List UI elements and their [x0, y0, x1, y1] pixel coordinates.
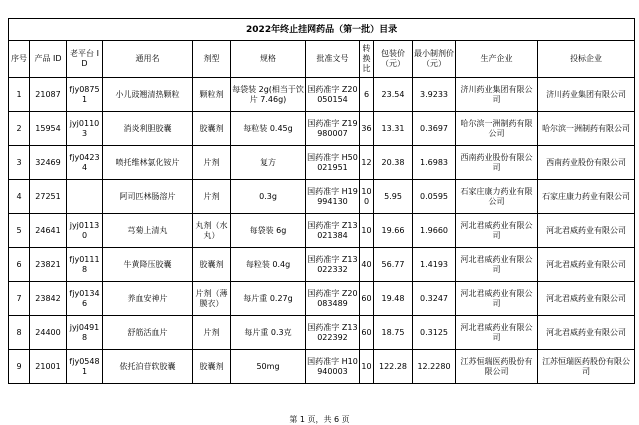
table-cell: 河北君威药业有限公司 — [456, 248, 538, 282]
table-cell: jyj04918 — [67, 316, 103, 350]
table-cell: 西南药业股份有限公司 — [538, 146, 635, 180]
table-row — [9, 282, 635, 316]
table-cell: 每粒装 0.45g — [231, 112, 306, 146]
table-cell: 河北君威药业有限公司 — [538, 248, 635, 282]
table-cell: 12.2280 — [413, 350, 456, 384]
column-header: 老平台 ID — [67, 41, 103, 78]
table-cell: 石家庄康力药业有限公司 — [456, 180, 538, 214]
column-header: 规格 — [231, 41, 306, 78]
table-cell: 国药准字 Z13022392 — [306, 316, 360, 350]
page-footer: 第 1 页，共 6 页 — [289, 415, 350, 424]
table-cell: 河北君威药业有限公司 — [456, 282, 538, 316]
table-cell: 60 — [360, 282, 374, 316]
table-cell: 颗粒剂 — [193, 78, 231, 112]
table-cell: 2 — [9, 112, 30, 146]
table-cell: 1.6983 — [413, 146, 456, 180]
table-cell: 西南药业股份有限公司 — [456, 146, 538, 180]
table-cell: 6 — [9, 248, 30, 282]
table-row — [9, 146, 635, 180]
table-cell: 片剂 — [193, 180, 231, 214]
table-row — [9, 112, 635, 146]
table-header-row — [9, 41, 635, 78]
table-cell: fjy0548 1 — [67, 350, 103, 384]
table-cell: 19.48 — [374, 282, 413, 316]
column-header: 批准文号 — [306, 41, 360, 78]
table-row — [9, 180, 635, 214]
table-cell: 23821 — [30, 248, 67, 282]
page-title: 2022年终止挂网药品（第一批）目录 — [9, 19, 635, 41]
table-cell: 胶囊剂 — [193, 112, 231, 146]
table-cell: 10 — [360, 350, 374, 384]
table-cell: 河北君威药业有限公司 — [538, 316, 635, 350]
column-header: 剂型 — [193, 41, 231, 78]
column-header: 最小制剂价（元） — [413, 41, 456, 78]
table-cell: 6 — [360, 78, 374, 112]
table-cell: 消炎利胆胶囊 — [103, 112, 193, 146]
table-cell: 3.9233 — [413, 78, 456, 112]
table-cell: jyj01130 — [67, 214, 103, 248]
table-cell: 21087 — [30, 78, 67, 112]
table-cell: fjy0111 8 — [67, 248, 103, 282]
table-cell: 依托泊苷软胶囊 — [103, 350, 193, 384]
table-cell: 江苏恒瑞医药股份有限公司 — [456, 350, 538, 384]
table-cell: 32469 — [30, 146, 67, 180]
table-cell: 18.75 — [374, 316, 413, 350]
table-cell: 每袋装 6g — [231, 214, 306, 248]
table-cell: 河北君威药业有限公司 — [538, 282, 635, 316]
table-cell: 河北君威药业有限公司 — [538, 214, 635, 248]
table-cell: 哈尔滨一洲制药有限公司 — [456, 112, 538, 146]
table-body — [9, 78, 635, 384]
table-cell: 每片重 0.3克 — [231, 316, 306, 350]
table-cell: 江苏恒瑞医药股份有限公司 — [538, 350, 635, 384]
table-cell: 片剂 — [193, 146, 231, 180]
table-cell: 0.3697 — [413, 112, 456, 146]
column-header: 通用名 — [103, 41, 193, 78]
table-cell: 7 — [9, 282, 30, 316]
table-cell: 1.9660 — [413, 214, 456, 248]
table-cell: 石家庄康力药业有限公司 — [538, 180, 635, 214]
table-cell: fjy0134 6 — [67, 282, 103, 316]
table-cell: 21001 — [30, 350, 67, 384]
table-cell: 国药准字 H50021951 — [306, 146, 360, 180]
drug-list-table — [8, 18, 635, 384]
table-row — [9, 316, 635, 350]
column-header: 包装价（元） — [374, 41, 413, 78]
table-cell: 1.4193 — [413, 248, 456, 282]
column-header: 产品 ID — [30, 41, 67, 78]
table-cell: 国药准字 H10940003 — [306, 350, 360, 384]
table-cell: 0.3247 — [413, 282, 456, 316]
document-sheet — [8, 18, 634, 384]
table-cell: 56.77 — [374, 248, 413, 282]
table-cell: 24400 — [30, 316, 67, 350]
table-cell: 阿司匹林肠溶片 — [103, 180, 193, 214]
table-cell: 养血安神片 — [103, 282, 193, 316]
table-cell: 5 — [9, 214, 30, 248]
table-row — [9, 248, 635, 282]
table-cell: jyj01103 — [67, 112, 103, 146]
table-cell: 27251 — [30, 180, 67, 214]
table-cell: 100 — [360, 180, 374, 214]
table-cell: 0.0595 — [413, 180, 456, 214]
table-cell: 4 — [9, 180, 30, 214]
table-cell: 23.54 — [374, 78, 413, 112]
table-cell: 喷托维林氯化铵片 — [103, 146, 193, 180]
column-header: 生产企业 — [456, 41, 538, 78]
table-cell: 每袋装 2g(相当于饮片 7.46g) — [231, 78, 306, 112]
table-cell: 19.66 — [374, 214, 413, 248]
table-cell: 40 — [360, 248, 374, 282]
table-cell: 河北君威药业有限公司 — [456, 316, 538, 350]
table-cell: 牛黄降压胶囊 — [103, 248, 193, 282]
table-cell: 9 — [9, 350, 30, 384]
table-cell: 国药准字 Z13022332 — [306, 248, 360, 282]
table-cell: fjy0423 4 — [67, 146, 103, 180]
table-cell: 10 — [360, 214, 374, 248]
table-cell: 河北君威药业有限公司 — [456, 214, 538, 248]
table-cell: 23842 — [30, 282, 67, 316]
table-cell: 小儿豉翘清热颗粒 — [103, 78, 193, 112]
table-cell: 60 — [360, 316, 374, 350]
table-cell: 芎菊上清丸 — [103, 214, 193, 248]
table-cell: 13.31 — [374, 112, 413, 146]
table-cell: 0.3125 — [413, 316, 456, 350]
table-cell: 5.95 — [374, 180, 413, 214]
table-row — [9, 214, 635, 248]
table-row — [9, 350, 635, 384]
table-cell: 24641 — [30, 214, 67, 248]
table-cell: 国药准字 H19994130 — [306, 180, 360, 214]
column-header: 投标企业 — [538, 41, 635, 78]
table-cell: 36 — [360, 112, 374, 146]
table-cell: 国药准字 Z13021384 — [306, 214, 360, 248]
table-cell: 8 — [9, 316, 30, 350]
table-cell: 片剂 — [193, 316, 231, 350]
table-cell: 哈尔滨一洲制药有限公司 — [538, 112, 635, 146]
table-cell: 1 — [9, 78, 30, 112]
table-cell: 复方 — [231, 146, 306, 180]
table-row — [9, 78, 635, 112]
table-cell: 国药准字 Z19980007 — [306, 112, 360, 146]
table-cell: 济川药业集团有限公司 — [456, 78, 538, 112]
column-header: 转换比 — [360, 41, 374, 78]
table-cell: 12 — [360, 146, 374, 180]
table-cell: 国药准字 Z20083489 — [306, 282, 360, 316]
column-header: 序号 — [9, 41, 30, 78]
table-cell: 舒筋活血片 — [103, 316, 193, 350]
table-cell: 每片重 0.27g — [231, 282, 306, 316]
table-cell: 国药准字 Z20050154 — [306, 78, 360, 112]
table-cell: 丸剂（水丸） — [193, 214, 231, 248]
table-cell — [67, 180, 103, 214]
table-cell: 片剂（薄膜衣） — [193, 282, 231, 316]
table-cell: 胶囊剂 — [193, 248, 231, 282]
table-cell: 每粒装 0.4g — [231, 248, 306, 282]
table-cell: 122.28 — [374, 350, 413, 384]
table-cell: fjy0875 1 — [67, 78, 103, 112]
table-cell: 20.38 — [374, 146, 413, 180]
table-cell: 50mg — [231, 350, 306, 384]
table-cell: 胶囊剂 — [193, 350, 231, 384]
table-cell: 济川药业集团有限公司 — [538, 78, 635, 112]
table-cell: 3 — [9, 146, 30, 180]
table-cell: 15954 — [30, 112, 67, 146]
table-cell: 0.3g — [231, 180, 306, 214]
